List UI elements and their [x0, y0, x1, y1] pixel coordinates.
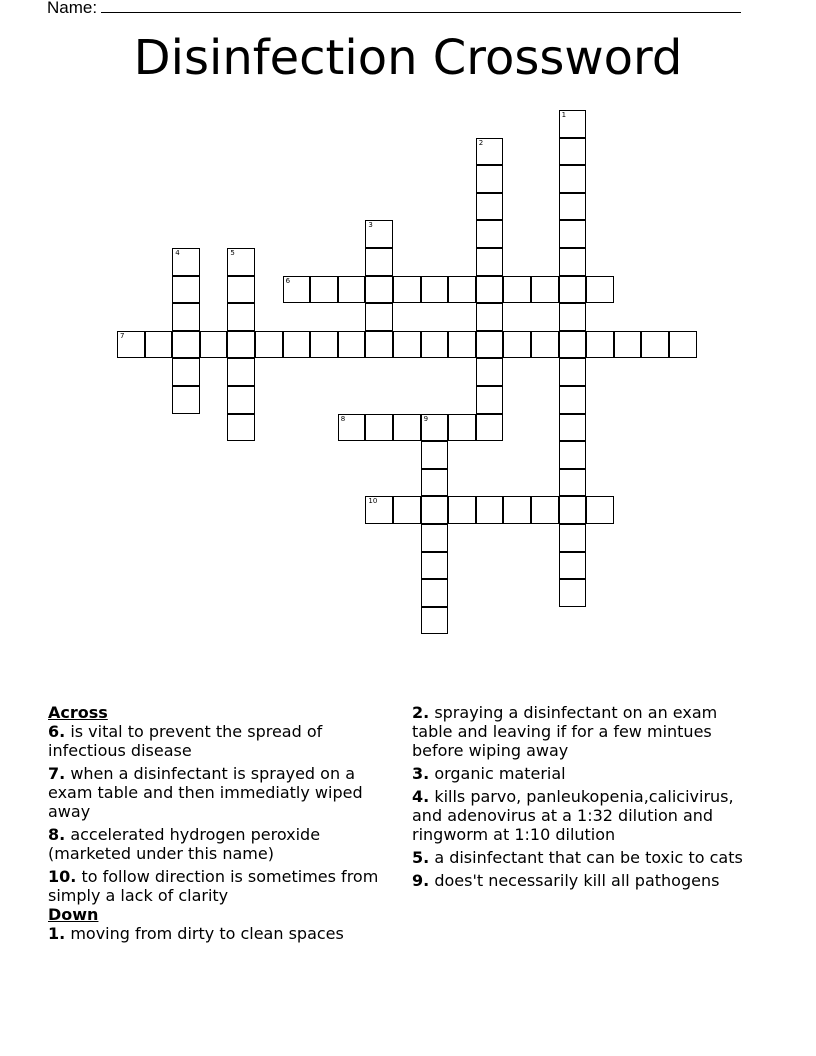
grid-cell[interactable] [227, 386, 255, 414]
grid-cell[interactable] [476, 496, 504, 524]
grid-cell[interactable] [476, 193, 504, 221]
grid-cell[interactable] [421, 607, 449, 635]
clue-across-8: 8. accelerated hydrogen peroxide (marketed under this name) [48, 825, 321, 863]
clue-down-9: 9. does't necessarily kill all pathogens [412, 871, 720, 890]
clue-down-1: 1. moving from dirty to clean spaces [48, 924, 344, 943]
grid-cell[interactable] [421, 441, 449, 469]
clue-number: 2 [478, 138, 484, 147]
grid-cell[interactable] [421, 496, 449, 524]
clue-across-10: 10. to follow direction is sometimes from simply a lack of clarity [48, 867, 379, 905]
grid-cell[interactable] [448, 276, 476, 304]
grid-cell[interactable] [365, 331, 393, 359]
across-heading: Across [48, 703, 108, 722]
grid-cell[interactable] [283, 331, 311, 359]
grid-cell[interactable] [338, 276, 366, 304]
grid-cell[interactable] [365, 276, 393, 304]
clue-number: 1 [561, 111, 567, 119]
grid-cell[interactable] [283, 276, 311, 304]
grid-cell[interactable] [338, 414, 366, 442]
grid-cell[interactable] [503, 331, 531, 359]
grid-cell[interactable] [448, 331, 476, 359]
grid-cell[interactable] [365, 248, 393, 276]
grid-cell[interactable] [559, 248, 587, 276]
grid-cell[interactable] [255, 331, 283, 359]
grid-cell[interactable] [559, 496, 587, 524]
grid-cell[interactable] [586, 276, 614, 304]
grid-cell[interactable] [503, 496, 531, 524]
clue-across-7: 7. when a disinfectant is sprayed on a exam table and then immediatly wiped away [48, 764, 363, 821]
grid-cell[interactable] [421, 552, 449, 580]
clue-number: 8 [340, 414, 346, 423]
grid-cell[interactable] [172, 248, 200, 276]
grid-cell[interactable] [559, 441, 587, 469]
clue-number: 6 [285, 276, 291, 285]
grid-cell[interactable] [476, 414, 504, 442]
grid-cell[interactable] [559, 358, 587, 386]
clue-down-4: 4. kills parvo, panleukopenia,calicivirus, and adenovirus at a 1:32 dilution and ringworm at 1:10 dilution [412, 787, 734, 844]
grid-cell[interactable] [365, 303, 393, 331]
grid-cell[interactable] [559, 552, 587, 580]
grid-cell[interactable] [421, 414, 449, 442]
grid-cell[interactable] [559, 524, 587, 552]
grid-cell[interactable] [448, 496, 476, 524]
grid-cell[interactable] [227, 358, 255, 386]
grid-cell[interactable] [227, 248, 255, 276]
down-heading: Down [48, 905, 99, 924]
grid-cell[interactable] [586, 331, 614, 359]
grid-cell[interactable] [476, 138, 504, 166]
grid-cell[interactable] [531, 496, 559, 524]
clues-right-column [412, 703, 757, 894]
grid-cell[interactable] [117, 331, 145, 359]
grid-cell[interactable] [614, 331, 642, 359]
grid-cell[interactable] [310, 331, 338, 359]
grid-cell[interactable] [476, 303, 504, 331]
grid-cell[interactable] [421, 579, 449, 607]
grid-cell[interactable] [559, 303, 587, 331]
clue-down-3: 3. organic material [412, 764, 566, 783]
grid-cell[interactable] [559, 331, 587, 359]
grid-cell[interactable] [365, 496, 393, 524]
grid-cell[interactable] [559, 220, 587, 248]
grid-cell[interactable] [503, 276, 531, 304]
grid-cell[interactable] [559, 414, 587, 442]
grid-cell[interactable] [393, 414, 421, 442]
grid-cell[interactable] [393, 276, 421, 304]
grid-cell[interactable] [476, 248, 504, 276]
grid-cell[interactable] [476, 220, 504, 248]
grid-cell[interactable] [421, 331, 449, 359]
grid-cell[interactable] [476, 165, 504, 193]
grid-cell[interactable] [531, 331, 559, 359]
grid-cell[interactable] [559, 469, 587, 497]
grid-cell[interactable] [145, 331, 173, 359]
grid-cell[interactable] [448, 414, 476, 442]
grid-cell[interactable] [476, 358, 504, 386]
clue-number: 9 [423, 414, 429, 423]
grid-cell[interactable] [531, 276, 559, 304]
grid-cell[interactable] [200, 331, 228, 359]
clue-down-5: 5. a disinfectant that can be toxic to cats [412, 848, 743, 867]
grid-cell[interactable] [393, 496, 421, 524]
grid-cell[interactable] [476, 331, 504, 359]
clues-left-column [48, 703, 398, 947]
grid-cell[interactable] [393, 331, 421, 359]
name-label: Name: [47, 0, 98, 17]
page-title: Disinfection Crossword [133, 30, 683, 86]
clue-number: 4 [175, 249, 180, 257]
grid-cell[interactable] [476, 386, 504, 414]
grid-cell[interactable] [172, 386, 200, 414]
clue-number: 7 [120, 331, 125, 340]
grid-cell[interactable] [476, 276, 504, 304]
grid-cell[interactable] [559, 138, 587, 166]
grid-cell[interactable] [227, 303, 255, 331]
grid-cell[interactable] [669, 331, 697, 359]
grid-cell[interactable] [559, 386, 587, 414]
grid-cell[interactable] [227, 331, 255, 359]
clue-number: 5 [230, 249, 235, 257]
grid-cell[interactable] [559, 110, 587, 138]
clue-number: 3 [368, 221, 373, 230]
grid-cell[interactable] [227, 276, 255, 304]
grid-cell[interactable] [365, 414, 393, 442]
clue-across-6: 6. is vital to prevent the spread of infectious disease [48, 722, 323, 760]
grid-cell[interactable] [172, 331, 200, 359]
grid-cell[interactable] [586, 496, 614, 524]
grid-cell[interactable] [421, 469, 449, 497]
grid-cell[interactable] [172, 358, 200, 386]
grid-cell[interactable] [421, 276, 449, 304]
clue-number: 10 [368, 497, 378, 506]
grid-cell[interactable] [172, 276, 200, 304]
grid-cell[interactable] [365, 220, 393, 248]
grid-cell[interactable] [172, 303, 200, 331]
grid-cell[interactable] [310, 276, 338, 304]
grid-cell[interactable] [338, 331, 366, 359]
grid-cell[interactable] [559, 579, 587, 607]
clue-down-2: 2. spraying a disinfectant on an exam table and leaving if for a few mintues before wiping away [412, 703, 718, 760]
grid-cell[interactable] [641, 331, 669, 359]
grid-cell[interactable] [421, 524, 449, 552]
grid-cell[interactable] [559, 193, 587, 221]
grid-cell[interactable] [227, 414, 255, 442]
grid-cell[interactable] [559, 165, 587, 193]
grid-cell[interactable] [559, 276, 587, 304]
